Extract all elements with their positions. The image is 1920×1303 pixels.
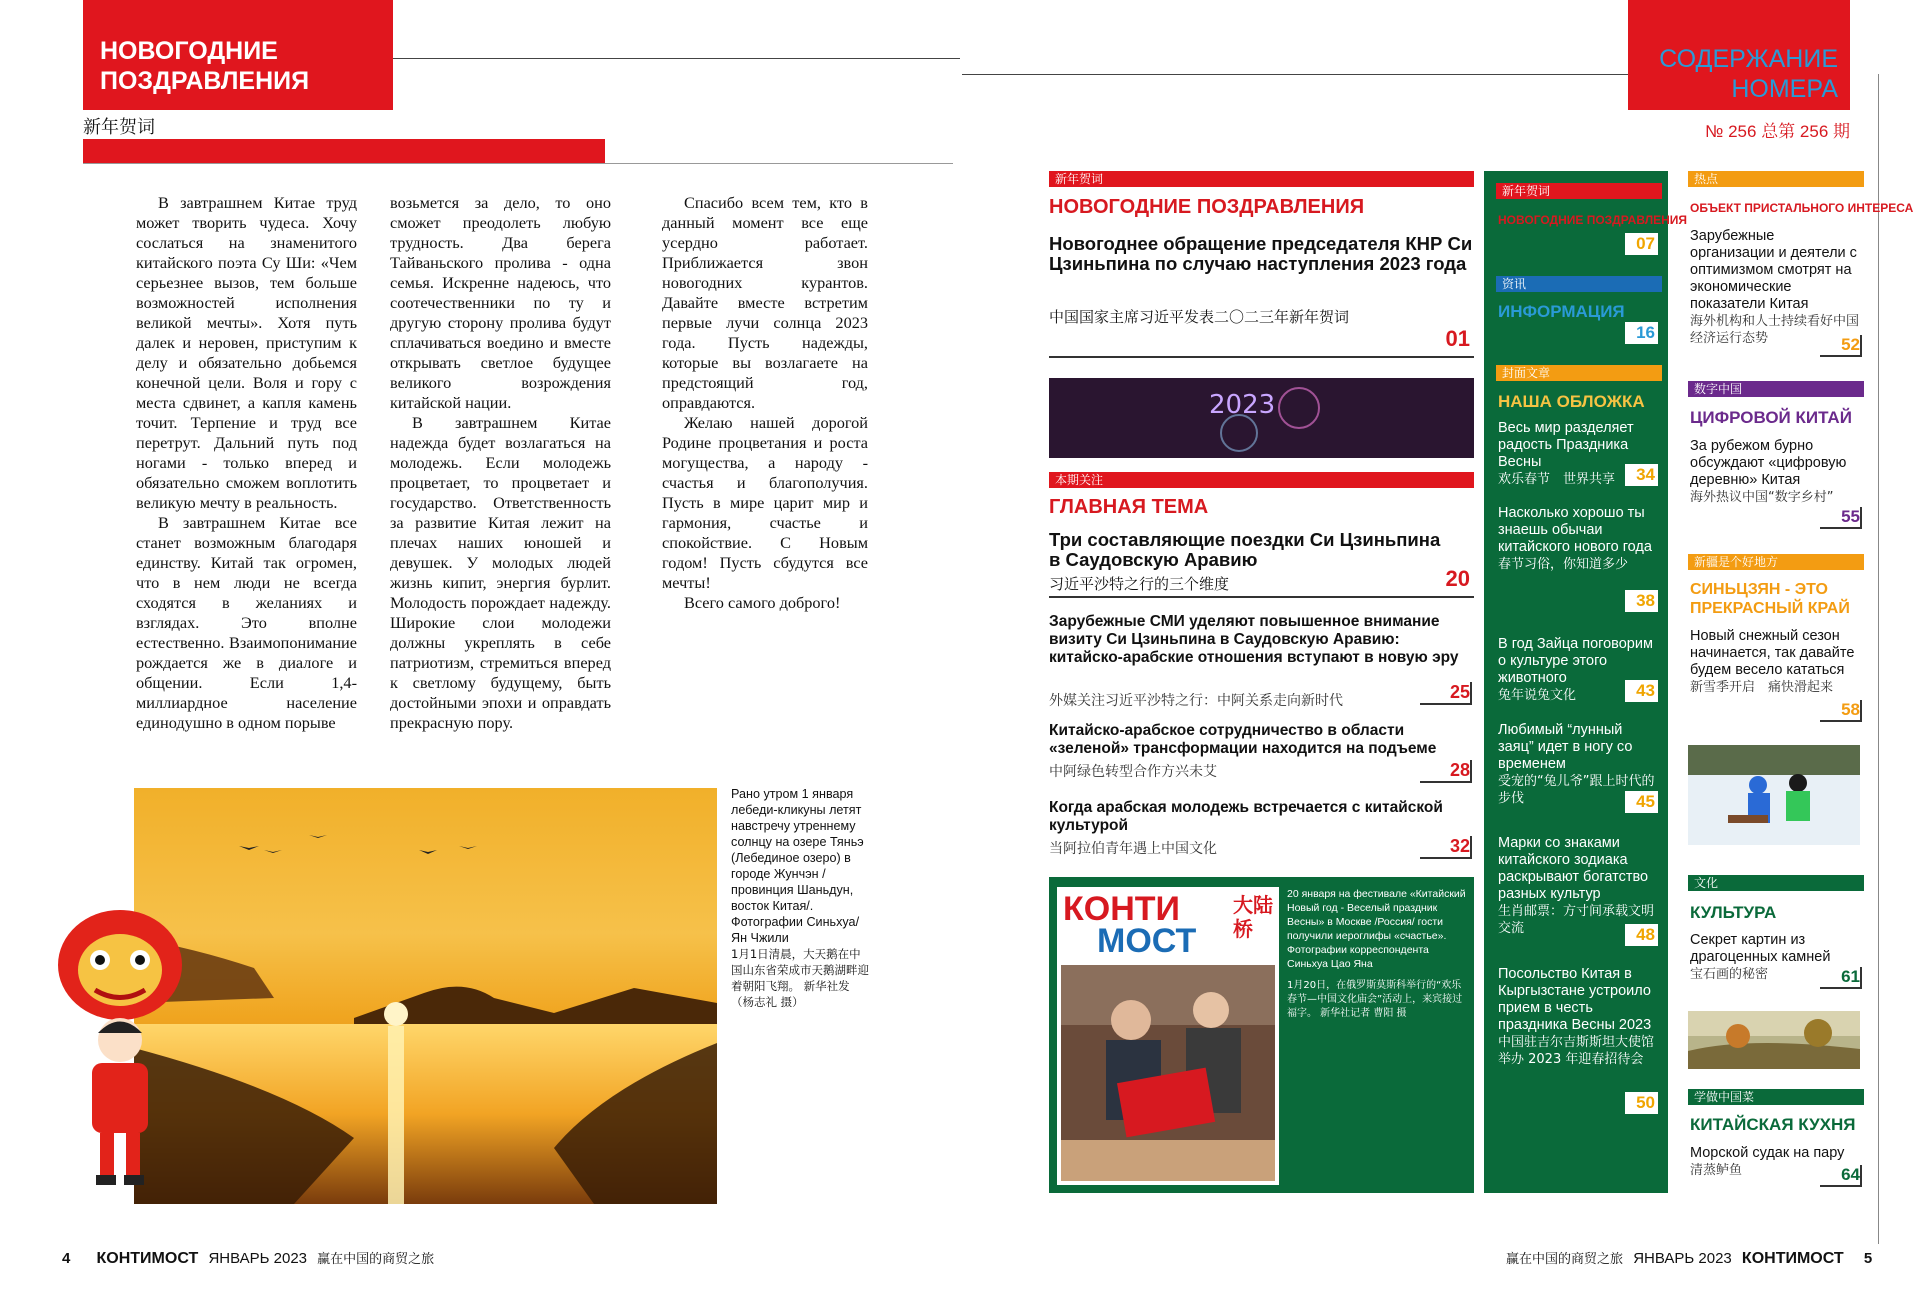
right-top-rule [962,74,1628,75]
item-cn: 春节习俗，你知道多少 [1498,557,1629,572]
right-footer [1506,1248,1872,1268]
section-heading: СИНЬЦЗЯН - ЭТО ПРЕКРАСНЫЙ КРАЙ [1690,581,1850,617]
fireworks-photo [1049,378,1474,458]
right-item[interactable] [1690,628,1860,696]
right-item[interactable] [1690,438,1860,506]
item-cn: 宝石画的秘密 [1690,967,1769,982]
cover-photo [1061,965,1275,1181]
page-ref[interactable]: 61 [1820,967,1862,989]
footer-brand: КОНТИМОСТ [96,1250,199,1267]
item-cn: 生肖邮票：方寸间承载文明交流 [1498,904,1655,936]
left-page-title [100,36,309,96]
item-title: Посольство Китая в Кыргызстане устроило прием в честь праздника Весны 2023 [1498,966,1652,1033]
section-bar: 资讯 [1496,276,1662,292]
page-ref[interactable]: 52 [1820,335,1862,357]
section-bar: 数字中国 [1688,381,1864,397]
headline-cn: 中国国家主席习近平发表二〇二三年新年贺词 [1049,308,1350,326]
contents-title-line2: НОМЕРА [1731,75,1838,103]
painting-photo [1688,1011,1860,1069]
story-cn: 当阿拉伯青年遇上中国文化 [1049,841,1217,857]
paragraph: возьмется за дело, то оно сможет преодолеть любую трудность. Два берега Тайваньского пролива - одна семья. Искренне надеюсь, что соотечественники по ту и другую сторону пролива будут сплачиваться воедино и вместе открывать светлое будущее великого возрождения китайской нации. [390,193,611,412]
item-title: Любимый “лунный заяц” идет в ногу со временем [1498,722,1633,772]
item-title: Весь мир разделяет радость Праздника Весны [1498,420,1634,470]
item-cn: 清蒸鲈鱼 [1690,1163,1743,1178]
item-title: Марки со знаками китайского зодиака раскрывают богатство разных культур [1498,835,1649,902]
divider [1049,596,1474,598]
page-ref[interactable]: 64 [1820,1165,1862,1187]
section-bar: 文化 [1688,875,1864,891]
paragraph: В завтрашнем Китае надежда будет возлагаться на молодежь. Если молодежь процветает, то процветает и государство. Ответственность за развитие Китая лежит на плечах наших юношей и девушек. У молодых людей жизнь кипит, энергия бурлит. Молодость порождает надежду. Широкие слои молодежи должны укреплять в себе патриотизм, стремиться вперед к светлому будущему, быть достойными эпохи и оправдать прекрасную пору. [390,413,611,732]
caption-ru: Рано утром 1 января лебеди-кликуны летят навстречу утреннему солнцу на озере Тяньэ (Лебединое озеро) в городе Жунчэн /провинция Шаньдун, восток Китая/. Фотографии Синьхуа/ Ян Чжили [731,787,864,945]
cover-caption [1287,887,1467,1021]
svg-text:2023: 2023 [1209,390,1276,420]
footer-cn: 赢在中国的商贸之旅 [1506,1252,1624,1267]
section-bar: 封面文章 [1496,365,1662,381]
footer-month: ЯНВАРЬ 2023 [1633,1250,1732,1267]
section-heading: ЦИФРОВОЙ КИТАЙ [1690,408,1852,427]
page-ref[interactable]: 45 [1625,791,1658,813]
section-heading: ОБЪЕКТ ПРИСТАЛЬНОГО ИНТЕРЕСА [1690,201,1914,215]
headline[interactable]: Три составляющие поездки Си Цзиньпина в Саудовскую Аравию [1049,529,1441,570]
footer-cn: 赢在中国的商贸之旅 [317,1252,435,1267]
section-bar: 学做中国菜 [1688,1089,1864,1105]
story-title[interactable]: Зарубежные СМИ уделяют повышенное внимание визиту Си Цзиньпина в Саудовскую Аравию: китайско-арабские отношения вступают в новую эру [1049,613,1459,666]
page-ref[interactable]: 34 [1625,464,1658,486]
page-ref[interactable]: 43 [1625,680,1658,702]
green-item[interactable] [1498,966,1663,1068]
section-heading: КИТАЙСКАЯ КУХНЯ [1690,1115,1856,1134]
headline-cn: 习近平沙特之行的三个维度 [1049,575,1230,593]
item-title: За рубежом бурно обсуждают «цифровую деревню» Китая [1690,438,1847,488]
lion-dance-icon [50,905,190,1190]
page-ref[interactable]: 50 [1625,1092,1658,1114]
photo-caption [731,786,871,1010]
cover-caption-ru: 20 января на фестивале «Китайский Новый год - Веселый праздник Весны» в Москве /Россия/ гости получили иероглифы «счастье». Фотографии корреспондента Синьхуа Цао Яна [1287,888,1466,970]
item-cn: 兔年说兔文化 [1498,688,1577,703]
item-title: Секрет картин из драгоценных камней [1690,932,1831,965]
left-red-bar [83,139,605,163]
page-ref[interactable]: 38 [1625,590,1658,612]
ski-photo [1688,745,1860,845]
section-heading: НОВОГОДНИЕ ПОЗДРАВЛЕНИЯ [1049,196,1365,218]
page-ref[interactable]: 01 [1445,326,1470,351]
magazine-cover[interactable] [1057,887,1279,1185]
page-ref[interactable]: 25 [1420,682,1472,705]
item-cn: 海外热议中国“数字乡村” [1690,490,1834,505]
item-cn: 中国驻吉尔吉斯斯坦大使馆举办 2023 年迎春招待会 [1498,1035,1655,1067]
lion-dance-illustration [50,905,190,1190]
paragraph: В завтрашнем Китае все станет возможным благодаря единству. Китай так огромен, что в нем люди не всегда сходятся в желаниях и взглядах. Это вполне естественно. Взаимопонимание рождается же в диалоге и общении. Если 1,4-миллиардное население единодушно в одном порыве [136,513,357,732]
contents-title-line1: СОДЕРЖАНИЕ [1659,45,1838,73]
page-ref[interactable]: 55 [1820,507,1862,529]
page-number: 5 [1863,1250,1873,1267]
section-bar: 新疆是个好地方 [1688,554,1864,570]
footer-month: ЯНВАРЬ 2023 [208,1250,307,1267]
left-gray-rule [83,163,953,164]
item-title: Новый снежный сезон начинается, так давайте будем весело кататься [1690,628,1855,678]
item-title: Насколько хорошо ты знаешь обычаи китайского нового года [1498,505,1652,555]
paragraph: В завтрашнем Китае труд может творить чудеса. Хочу сослаться на знаменитого китайского поэта Су Ши: «Чем серьезнее вызов, тем больше возможностей исполнения великой мечты». Хотя путь далек и неровен, приступим к делу и обязательно добьемся конечной цели. Воля и гору с места сдвинет, а капля камень точит. Терпение и труд все перетрут. Дальний путь под ногами - только вперед и обязательно сможем воплотить великую мечту в реальность. [136,193,357,512]
top-rule [393,58,960,59]
cover-brand-1: КОНТИ [1063,890,1180,928]
section-heading: ИНФОРМАЦИЯ [1498,302,1625,321]
section-heading: ГЛАВНАЯ ТЕМА [1049,496,1209,518]
green-item[interactable] [1498,835,1658,937]
page-ref[interactable]: 58 [1820,700,1862,722]
section-bar: 本期关注 [1049,472,1474,488]
painting-image [1688,1011,1860,1069]
story-cn: 中阿绿色转型合作方兴未艾 [1049,764,1217,780]
item-cn: 海外机构和人士持续看好中国经济运行态势 [1690,314,1860,346]
article-column-2 [390,193,611,733]
story-title[interactable]: Китайско-арабское сотрудничество в области «зеленой» трансформации находится на подъеме [1049,722,1437,757]
title-line-1: НОВОГОДНИЕ [100,37,278,65]
section-heading: НОВОГОДНИЕ ПОЗДРАВЛЕНИЯ [1498,213,1688,227]
article-column-3 [662,193,868,613]
item-title: Морской судак на пару [1690,1145,1845,1161]
paragraph: Желаю нашей дорогой Родине процветания и роста могущества, а народу - счастья и благополучия. Пусть в мире царит мир и гармония, счастье и спокойствие. С Новым годом! Пусть сбудутся все мечты! [662,413,868,592]
contents-title [1628,44,1838,104]
story-cn: 外媒关注习近平沙特之行：中阿关系走向新时代 [1049,693,1343,709]
title-line-2: ПОЗДРАВЛЕНИЯ [100,67,310,95]
green-item[interactable] [1498,505,1658,573]
paragraph: Всего самого доброго! [684,593,841,612]
item-cn: 受宠的“兔儿爷”跟上时代的步伐 [1498,774,1655,806]
story-title[interactable]: Когда арабская молодежь встречается с китайской культурой [1049,799,1443,834]
item-cn: 欢乐春节 世界共享 [1498,472,1616,487]
section-bar: 新年贺词 [1049,171,1474,187]
divider [1049,356,1474,358]
caption-cn: 1月1日清晨，大天鹅在中国山东省荣成市天鹅湖畔迎着朝阳飞翔。 新华社发（杨志礼 摄） [731,947,869,1009]
ski-image [1688,745,1860,845]
section-bar: 新年贺词 [1496,183,1662,199]
item-title: Зарубежные организации и деятели с оптимизмом смотрят на экономические показатели Китая [1690,228,1857,312]
article-column-1 [136,193,357,733]
headline[interactable]: Новогоднее обращение председателя КНР Си Цзиньпина по случаю наступления 2023 года [1049,233,1473,274]
section-bar: 热点 [1688,171,1864,187]
section-heading: НАША ОБЛОЖКА [1498,392,1645,411]
right-side-rule [1878,74,1879,1244]
paragraph: Спасибо всем тем, кто в данный момент все еще усердно работает. Приближается звон новогодних курантов. Давайте вместе встретим первые лучи солнца 2023 года. Пусть надежды, которые вы возлагаете на предстоящий год, оправдаются. [662,193,868,412]
page-ref[interactable]: 28 [1420,760,1472,783]
cover-caption-cn: 1月20日，在俄罗斯莫斯科举行的“欢乐春节—中国文化庙会”活动上，来宾接过福字。 新华社记者 曹阳 摄 [1287,980,1463,1019]
page-ref[interactable]: 16 [1625,322,1658,344]
fireworks-image [1049,378,1474,458]
item-cn: 新雪季开启 痛快滑起来 [1690,680,1834,695]
page-ref[interactable]: 07 [1625,233,1658,255]
right-item[interactable] [1690,228,1860,347]
cover-cn: 大陆桥 [1233,893,1273,941]
footer-brand: КОНТИМОСТ [1741,1250,1844,1267]
issue-number: № 256 总第 256 期 [1705,122,1850,141]
page-ref[interactable]: 20 [1445,566,1470,591]
left-footer [62,1248,434,1268]
page-ref[interactable]: 32 [1420,836,1472,859]
item-title: В год Зайца поговорим о культуре этого животного [1498,636,1653,686]
sunrise-photo [134,788,717,1204]
sunrise-image [134,788,717,1204]
cover-brand-2: МОСТ [1097,922,1197,960]
page-ref[interactable]: 48 [1625,924,1658,946]
section-heading: КУЛЬТУРА [1690,903,1777,922]
page-number: 4 [62,1250,71,1267]
left-header-cn: 新年贺词 [83,117,155,138]
